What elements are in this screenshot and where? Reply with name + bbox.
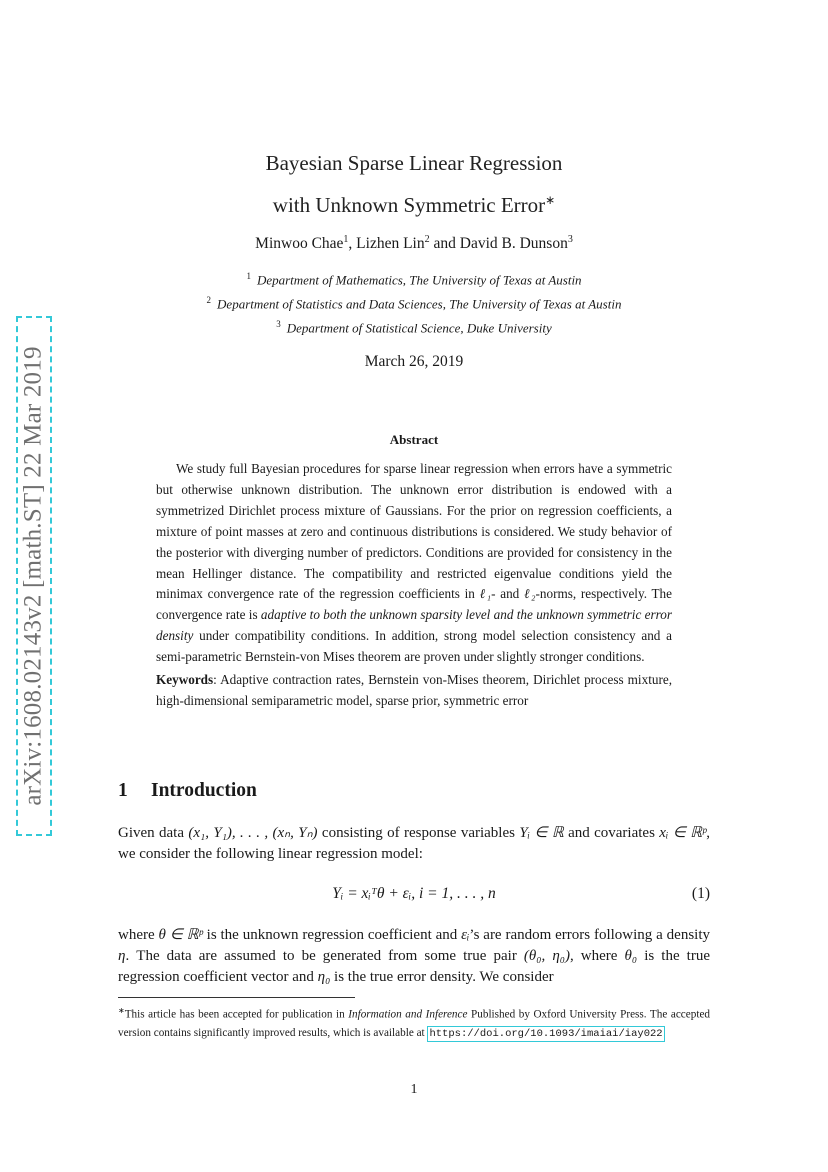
body-text: and covariates bbox=[563, 825, 660, 841]
affiliation-mark: 2 bbox=[206, 295, 212, 305]
abstract-text: under compatibility conditions. In addition, strong model selection consistency and a semi-parametric Bernstein-von Mises theorem are proven under slightly stronger conditions. bbox=[156, 628, 672, 665]
doi-link[interactable]: https://doi.org/10.1093/imaiai/iay022 bbox=[429, 1027, 663, 1040]
author-separator: , bbox=[348, 235, 357, 253]
abstract-emphasis: adaptive to both the unknown sparsity level and the unknown symmetric error density bbox=[156, 607, 673, 644]
body-text: is the true regression coefficient vector and bbox=[118, 948, 710, 985]
keywords-label: Keywords bbox=[156, 672, 214, 688]
section-heading bbox=[118, 780, 257, 802]
equation-1 bbox=[118, 885, 710, 907]
abstract-text: We study full Bayesian procedures for sparse linear regression when errors have a symmetric but otherwise unknown distribution. The unknown error distribution is endowed with a symmetrized Dirichlet process mixture of Gaussians. For the prior on regression coefficients, a mixture of point masses at zero and continuous distributions is considered. We study behavior of the posterior with diverging number of predictors. Conditions are provided for consistency in the mean Hellinger distance. The compatibility and restricted eigenvalue conditions yield the minimax convergence rate of the regression coefficients in bbox=[156, 461, 672, 602]
math-true-pair: (θ₀, η₀) bbox=[523, 948, 570, 964]
affiliation-text: Department of Mathematics, The University of Texas at Austin bbox=[256, 272, 582, 288]
section-title: Introduction bbox=[151, 780, 257, 801]
math-data: (x₁, Y₁), . . . , (xₙ, Yₙ) bbox=[188, 825, 318, 841]
title-line-1: Bayesian Sparse Linear Regression bbox=[265, 151, 563, 175]
abstract-text: -norms, respectively. The convergence rate is bbox=[156, 586, 672, 623]
footnote-text: Published by Oxford University Press. The accepted version contains significantly improved results, which is available at bbox=[118, 1008, 710, 1039]
author-affil-mark: 2 bbox=[424, 234, 430, 245]
body-text: is the unknown regression coefficient and bbox=[202, 927, 462, 943]
keywords bbox=[156, 670, 672, 712]
author-affil-mark: 3 bbox=[567, 234, 573, 245]
footnote bbox=[118, 1002, 710, 1042]
title-line-2 bbox=[118, 182, 710, 224]
footnote-mark: ∗ bbox=[118, 1006, 125, 1015]
body-text: , we consider the following linear regression model: bbox=[118, 825, 710, 862]
author-list bbox=[118, 234, 710, 253]
affiliation bbox=[118, 271, 710, 288]
author-name: Lizhen Lin bbox=[356, 235, 425, 253]
math-covariate: xᵢ ∈ ℝᵖ bbox=[659, 825, 707, 841]
journal-name: Information and Inference bbox=[348, 1008, 468, 1021]
title-footnote-mark[interactable]: ∗ bbox=[545, 193, 556, 207]
author-name: Minwoo Chae bbox=[255, 235, 344, 253]
body-text: consisting of response variables bbox=[317, 825, 520, 841]
author-name: David B. Dunson bbox=[459, 235, 568, 253]
footnote-rule bbox=[118, 997, 355, 998]
affiliation-text: Department of Statistical Science, Duke University bbox=[286, 320, 552, 336]
abstract-body bbox=[156, 459, 672, 712]
abstract-text: - and bbox=[491, 586, 524, 602]
author-separator: and bbox=[429, 235, 460, 253]
affiliation-mark: 1 bbox=[246, 271, 251, 281]
math-theta: θ ∈ ℝᵖ bbox=[158, 927, 203, 943]
intro-paragraph-2 bbox=[118, 925, 710, 988]
author-affil-mark: 1 bbox=[343, 234, 349, 245]
math-eta: η bbox=[118, 948, 126, 964]
affiliation-text: Department of Statistics and Data Sciences, The University of Texas at Austin bbox=[217, 296, 622, 312]
math-theta0: θ₀ bbox=[624, 948, 638, 964]
l1-norm-symbol: ℓ₁ bbox=[479, 586, 492, 602]
math-eta0: η₀ bbox=[317, 969, 331, 985]
abstract-heading: Abstract bbox=[389, 432, 439, 447]
abstract-paragraph bbox=[156, 459, 672, 668]
body-text: . The data are assumed to be generated from some true pair bbox=[125, 948, 524, 964]
arxiv-identifier: arXiv:1608.02143v2 [math.ST] 22 Mar 2019 bbox=[20, 346, 47, 806]
arxiv-stamp bbox=[16, 316, 52, 836]
body-text: ’s are random errors following a density bbox=[469, 927, 711, 943]
section-number: 1 bbox=[118, 780, 128, 801]
keywords-list: : Adaptive contraction rates, Bernstein von-Mises theorem, Dirichlet process mixture, high-dimensional semiparametric model, sparse prior, symmetric error bbox=[156, 672, 672, 708]
affiliation bbox=[118, 295, 710, 312]
affiliation bbox=[118, 319, 710, 336]
page-number: 1 bbox=[410, 1082, 418, 1097]
equation-body: Yᵢ = xᵢᵀθ + εᵢ, i = 1, . . . , n bbox=[332, 885, 496, 902]
l2-norm-symbol: ℓ₂ bbox=[523, 586, 536, 602]
footnote-text: This article has been accepted for publication in bbox=[124, 1008, 349, 1021]
math-response: Yᵢ ∈ ℝ bbox=[519, 825, 564, 841]
body-text: where bbox=[118, 927, 159, 943]
math-epsilon: εᵢ bbox=[461, 927, 470, 943]
publication-date: March 26, 2019 bbox=[364, 353, 464, 370]
body-text: Given data bbox=[118, 825, 189, 841]
paper-title bbox=[118, 145, 710, 224]
body-text: , where bbox=[569, 948, 625, 964]
intro-paragraph-1 bbox=[118, 823, 710, 865]
body-text: is the true error density. We consider bbox=[330, 969, 554, 985]
equation-number: (1) bbox=[691, 885, 710, 902]
title-line-2-text: with Unknown Symmetric Error bbox=[272, 193, 546, 217]
affiliation-mark: 3 bbox=[276, 319, 281, 329]
